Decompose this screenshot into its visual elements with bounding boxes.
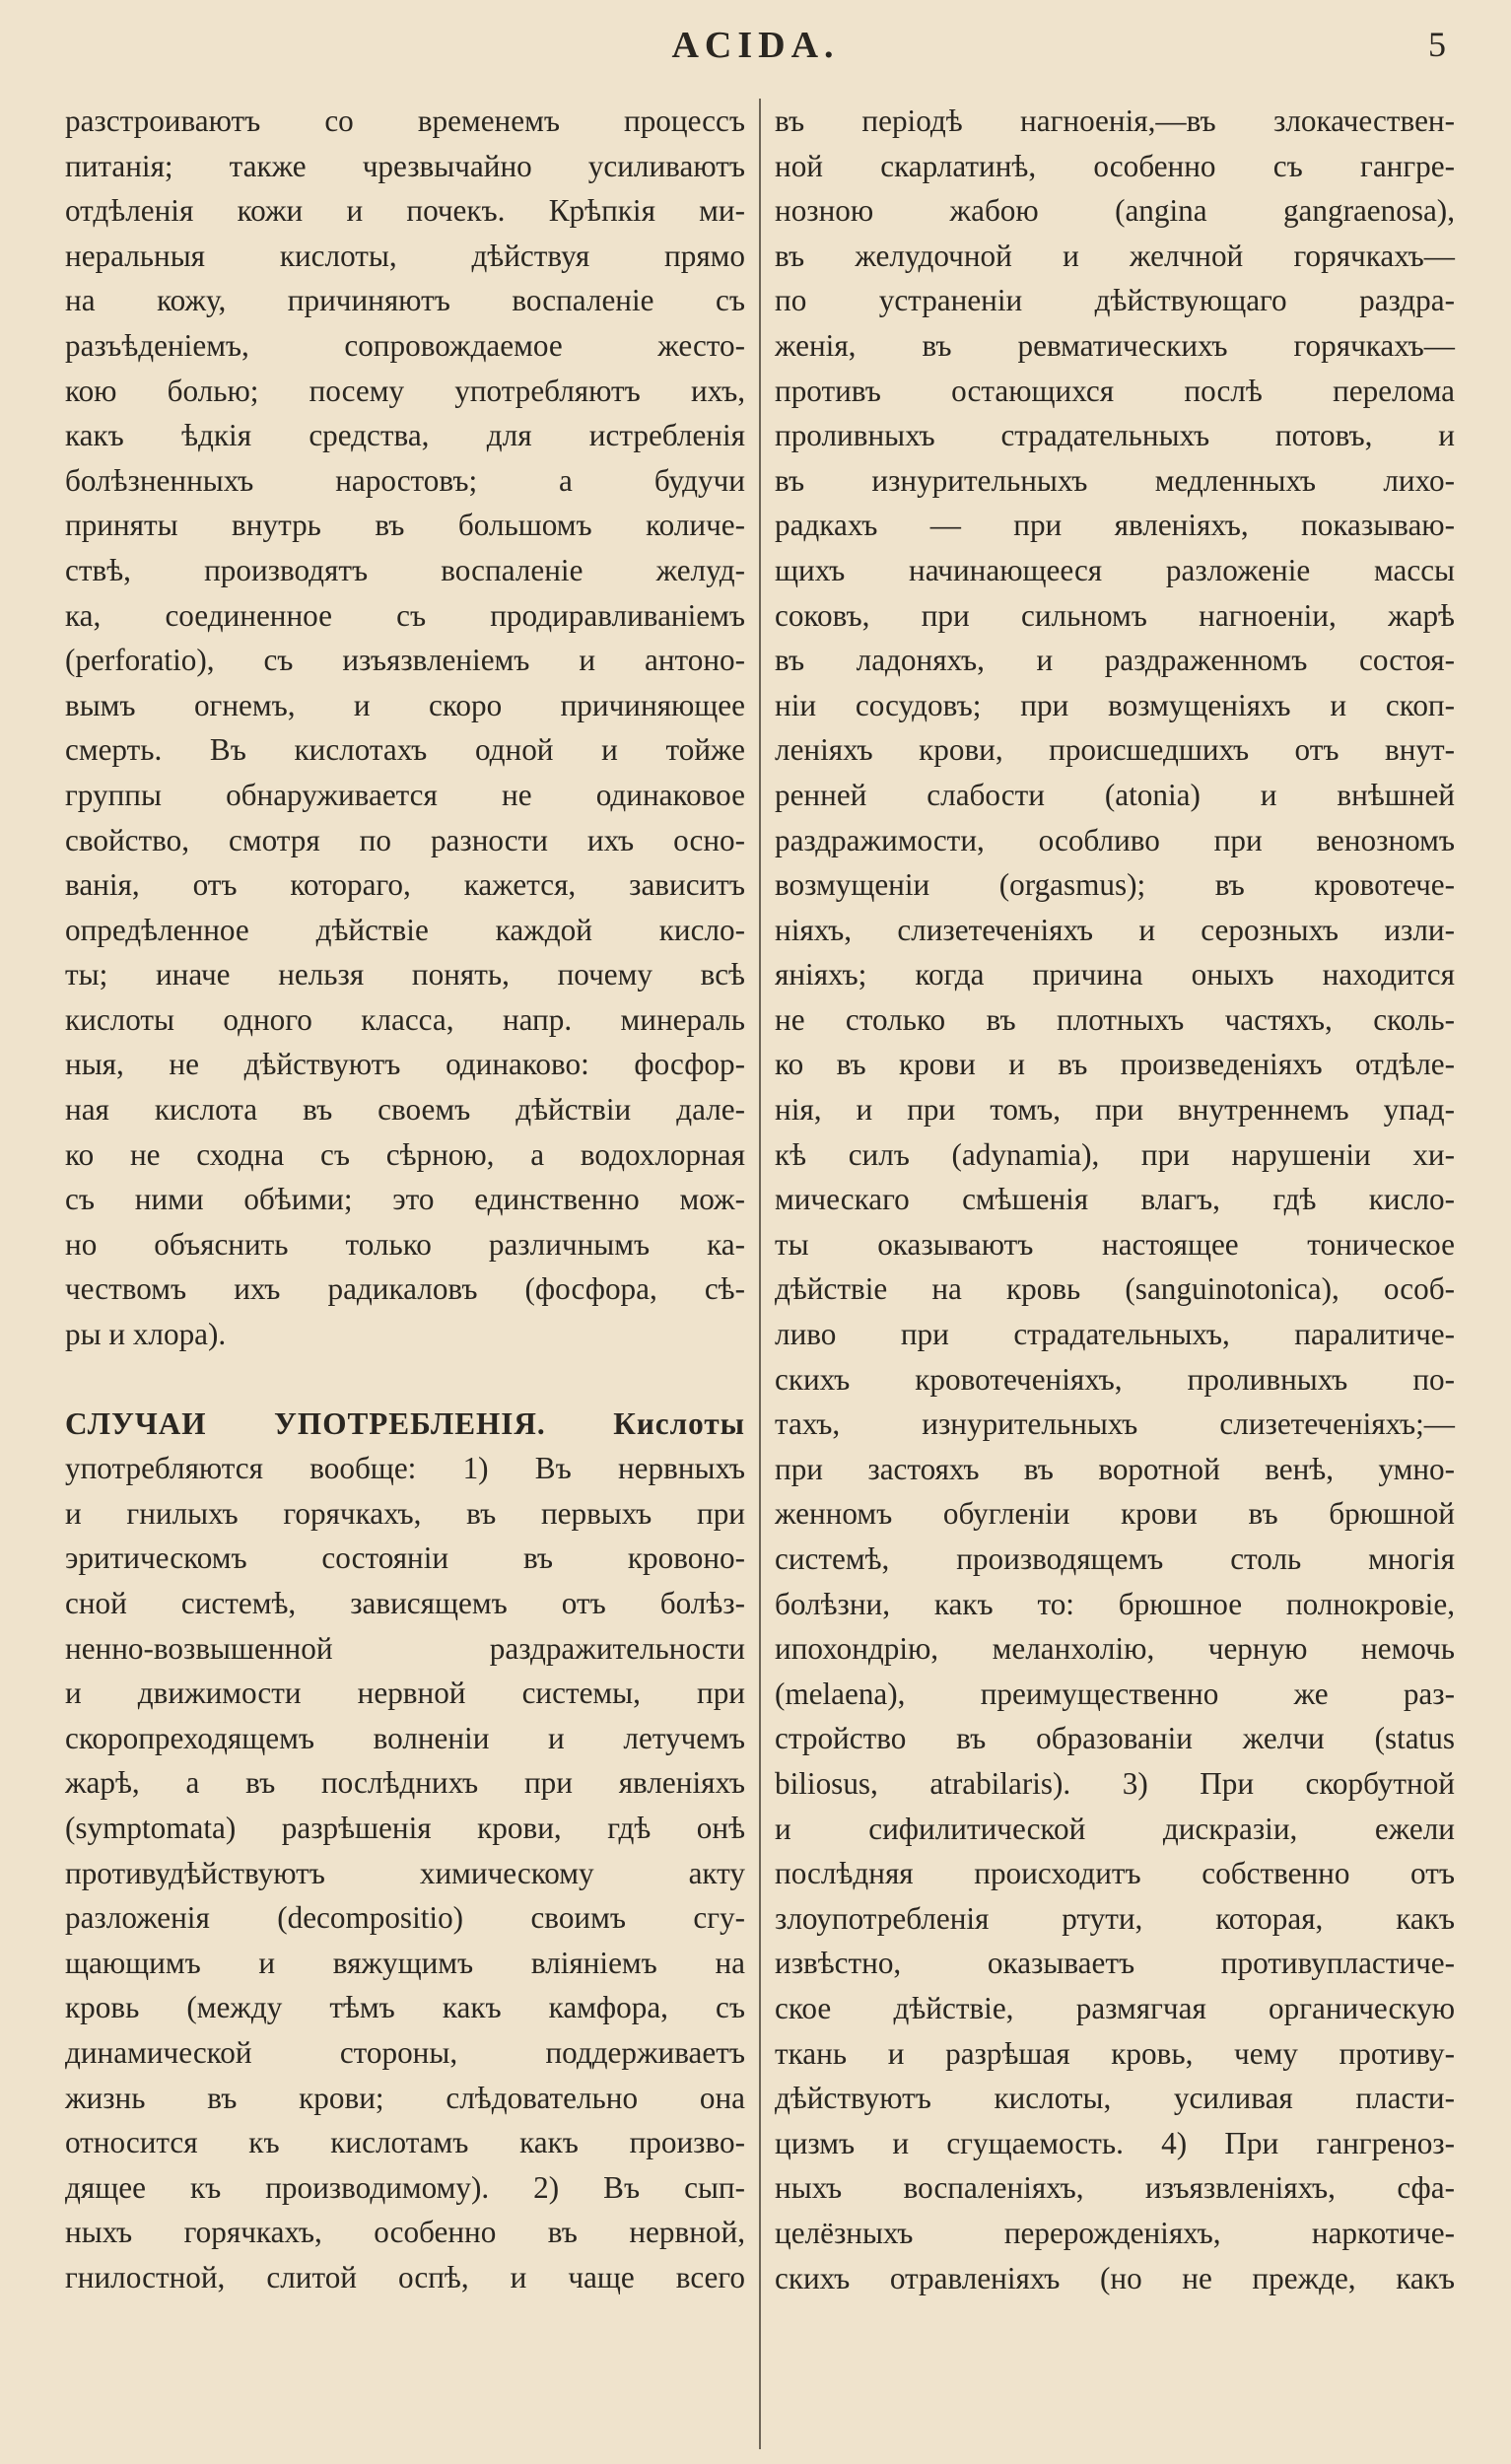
text-line: скоропреходящемъ волненіи и летучемъ bbox=[65, 1720, 745, 1755]
text-line: щихъ начинающееся разложеніе массы bbox=[775, 552, 1455, 587]
text-line: злоупотребленія ртути, которая, какъ bbox=[775, 1900, 1455, 1936]
text-line: и движимости нервной системы, при bbox=[65, 1676, 745, 1711]
text-line: ко въ крови и въ произведеніяхъ отдѣле- bbox=[775, 1047, 1455, 1082]
text-line: проливныхъ страдательныхъ потовъ, и bbox=[775, 418, 1455, 453]
text-line: по устраненіи дѣйствующаго раздра- bbox=[775, 283, 1455, 318]
text-line: ко не сходна съ сѣрною, а водохлорная bbox=[65, 1136, 745, 1172]
text-line: жизнь въ крови; слѣдовательно она bbox=[65, 2080, 745, 2115]
text-line: раздражимости, особливо при венозномъ bbox=[775, 822, 1455, 857]
paragraph-gap bbox=[65, 1357, 745, 1402]
text-line: въ желудочной и желчной горячкахъ— bbox=[775, 238, 1455, 273]
text-line: СЛУЧАИ УПОТРЕБЛЕНІЯ. Кислоты bbox=[65, 1405, 745, 1441]
text-line: ры и хлора). bbox=[65, 1317, 227, 1352]
text-line: употребляются вообще: 1) Въ нервныхъ bbox=[65, 1451, 745, 1486]
text-line: ливо при страдательныхъ, паралитиче- bbox=[775, 1317, 1455, 1352]
text-line: тахъ, изнурительныхъ слизетеченіяхъ;— bbox=[775, 1406, 1455, 1442]
text-line: чествомъ ихъ радикаловъ (фосфора, сѣ- bbox=[65, 1271, 745, 1307]
text-line: ванія, отъ котораго, кажется, зависитъ bbox=[65, 867, 745, 903]
right-column bbox=[775, 99, 1455, 2454]
text-line: кислоты одного класса, напр. минераль bbox=[65, 1001, 745, 1037]
text-line: женія, въ ревматическихъ горячкахъ— bbox=[775, 327, 1455, 363]
text-line: кѣ силъ (adynamia), при нарушеніи хи- bbox=[775, 1136, 1455, 1172]
text-line: системѣ, производящемъ столь многія bbox=[775, 1541, 1455, 1576]
text-line: цизмъ и сгущаемость. 4) При гангреноз- bbox=[775, 2125, 1455, 2160]
page-number: 5 bbox=[1428, 25, 1446, 64]
text-line: при застояхъ въ воротной венѣ, умно- bbox=[775, 1451, 1455, 1486]
text-line: вымъ огнемъ, и скоро причиняющее bbox=[65, 687, 745, 722]
text-line: ныхъ горячкахъ, особенно въ нервной, bbox=[65, 2215, 745, 2250]
text-line: питанія; также чрезвычайно усиливаютъ bbox=[65, 148, 745, 183]
text-line: группы обнаруживается не одинаковое bbox=[65, 777, 745, 812]
text-line: нозною жабою (angina gangraenosa), bbox=[775, 193, 1455, 229]
text-line: въ періодѣ нагноенія,—въ злокачествен- bbox=[775, 103, 1455, 138]
text-line: извѣстно, оказываетъ противупластиче- bbox=[775, 1946, 1455, 1981]
text-line: (perforatio), съ изъязвленіемъ и антоно- bbox=[65, 643, 745, 678]
text-line: дящее къ производимому). 2) Въ сып- bbox=[65, 2169, 745, 2205]
text-line: динамической стороны, поддерживаетъ bbox=[65, 2034, 745, 2070]
text-line: возмущеніи (orgasmus); въ кровотече- bbox=[775, 867, 1455, 903]
text-line: съ ними обѣими; это единственно мож- bbox=[65, 1182, 745, 1217]
text-line: противъ остающихся послѣ перелома bbox=[775, 373, 1455, 408]
text-line: въ ладоняхъ, и раздраженномъ состоя- bbox=[775, 643, 1455, 678]
text-line: болѣзненныхъ наростовъ; а будучи bbox=[65, 462, 745, 498]
text-line: ипохондрію, меланхолію, черную немочь bbox=[775, 1631, 1455, 1667]
text-line: не столько въ плотныхъ частяхъ, сколь- bbox=[775, 1001, 1455, 1037]
text-line: ренней слабости (atonia) и внѣшней bbox=[775, 777, 1455, 812]
text-line: дѣйствуютъ кислоты, усиливая пласти- bbox=[775, 2081, 1455, 2116]
text-line: скихъ отравленіяхъ (но не прежде, какъ bbox=[775, 2260, 1455, 2295]
text-line: послѣдняя происходитъ собственно отъ bbox=[775, 1856, 1455, 1891]
text-line: мическаго смѣшенія влагъ, гдѣ кисло- bbox=[775, 1182, 1455, 1217]
text-line: ское дѣйствіе, размягчая органическую bbox=[775, 1990, 1455, 2025]
text-line: соковъ, при сильномъ нагноеніи, жарѣ bbox=[775, 597, 1455, 633]
text-line: жарѣ, а въ послѣднихъ при явленіяхъ bbox=[65, 1765, 745, 1801]
text-line: леніяхъ крови, происшедшихъ отъ внут- bbox=[775, 732, 1455, 768]
text-line: но объяснить только различнымъ ка- bbox=[65, 1226, 745, 1262]
text-line: ніяхъ, слизетеченіяхъ и серозныхъ изли- bbox=[775, 912, 1455, 947]
text-line: сной системѣ, зависящемъ отъ болѣз- bbox=[65, 1586, 745, 1620]
text-line: кровь (между тѣмъ какъ камфора, съ bbox=[65, 1990, 745, 2025]
left-column bbox=[65, 99, 745, 2454]
text-line: ная кислота въ своемъ дѣйствіи дале- bbox=[65, 1092, 745, 1128]
text-line: ствѣ, производятъ воспаленіе желуд- bbox=[65, 552, 745, 587]
text-line: ткань и разрѣшая кровь, чему противу- bbox=[775, 2035, 1455, 2071]
text-line: яніяхъ; когда причина оныхъ находится bbox=[775, 957, 1455, 992]
text-line: женномъ обугленіи крови въ брюшной bbox=[775, 1496, 1455, 1532]
text-line: ка, соединенное съ продиравливаніемъ bbox=[65, 597, 745, 633]
text-line: свойство, смотря по разности ихъ осно- bbox=[65, 822, 745, 857]
text-line: ныхъ воспаленіяхъ, изъязвленіяхъ, сфа- bbox=[775, 2170, 1455, 2206]
text-line: щающимъ и вяжущимъ вліяніемъ на bbox=[65, 1945, 745, 1980]
text-line: эритическомъ состояніи въ кровоно- bbox=[65, 1540, 745, 1576]
running-title: ACIDA. bbox=[671, 25, 840, 66]
text-columns bbox=[65, 99, 1455, 2454]
text-line: отдѣленія кожи и почекъ. Крѣпкія ми- bbox=[65, 193, 745, 229]
text-line: неральныя кислоты, дѣйствуя прямо bbox=[65, 238, 745, 273]
text-line: целёзныхъ перерожденіяхъ, наркотиче- bbox=[775, 2215, 1455, 2250]
text-line: ніи сосудовъ; при возмущеніяхъ и скоп- bbox=[775, 687, 1455, 722]
column-divider bbox=[759, 99, 761, 2449]
text-line: ты оказываютъ настоящее тоническое bbox=[775, 1226, 1455, 1262]
text-line: и гнилыхъ горячкахъ, въ первыхъ при bbox=[65, 1495, 745, 1531]
text-line: (symptomata) разрѣшенія крови, гдѣ онѣ bbox=[65, 1810, 745, 1845]
text-line: смерть. Въ кислотахъ одной и тойже bbox=[65, 732, 745, 768]
text-line: болѣзни, какъ то: брюшное полнокровіе, bbox=[775, 1586, 1455, 1621]
text-line: въ изнурительныхъ медленныхъ лихо- bbox=[775, 462, 1455, 498]
text-line: разложенія (decompositio) своимъ сгу- bbox=[65, 1900, 745, 1936]
text-line: ты; иначе нельзя понять, почему всѣ bbox=[65, 957, 745, 992]
text-line: приняты внутрь въ большомъ количе- bbox=[65, 508, 745, 543]
text-line: какъ ѣдкія средства, для истребленія bbox=[65, 418, 745, 453]
text-line: кою болью; посему употребляютъ ихъ, bbox=[65, 373, 745, 408]
text-line: стройство въ образованіи желчи (status bbox=[775, 1721, 1455, 1756]
text-line: ныя, не дѣйствуютъ одинаково: фосфор- bbox=[65, 1047, 745, 1082]
text-line: (melaena), преимущественно же раз- bbox=[775, 1676, 1455, 1711]
text-line: и сифилитической дискразіи, ежели bbox=[775, 1811, 1455, 1846]
text-line: противудѣйствуютъ химическому акту bbox=[65, 1855, 745, 1890]
text-line: на кожу, причиняютъ воспаленіе съ bbox=[65, 283, 745, 318]
text-line: опредѣленное дѣйствіе каждой кисло- bbox=[65, 912, 745, 947]
text-line: ненно-возвышенной раздражительности bbox=[65, 1630, 745, 1666]
text-line: разстроиваютъ со временемъ процессъ bbox=[65, 103, 745, 138]
text-line: гнилостной, слитой оспѣ, и чаще всего bbox=[65, 2259, 745, 2294]
text-line: радкахъ — при явленіяхъ, показываю- bbox=[775, 508, 1455, 543]
text-line: нія, и при томъ, при внутреннемъ упад- bbox=[775, 1092, 1455, 1128]
text-line: разъѣденіемъ, сопровождаемое жесто- bbox=[65, 327, 745, 363]
text-line: дѣйствіе на кровь (sanguinotonica), особ- bbox=[775, 1271, 1455, 1307]
text-line: скихъ кровотеченіяхъ, проливныхъ по- bbox=[775, 1361, 1455, 1397]
page-header bbox=[0, 14, 1511, 73]
text-line: ной скарлатинѣ, особенно съ гангре- bbox=[775, 148, 1455, 183]
text-line: biliosus, atrabilaris). 3) При скорбутной bbox=[775, 1765, 1455, 1801]
text-line: относится къ кислотамъ какъ произво- bbox=[65, 2125, 745, 2160]
